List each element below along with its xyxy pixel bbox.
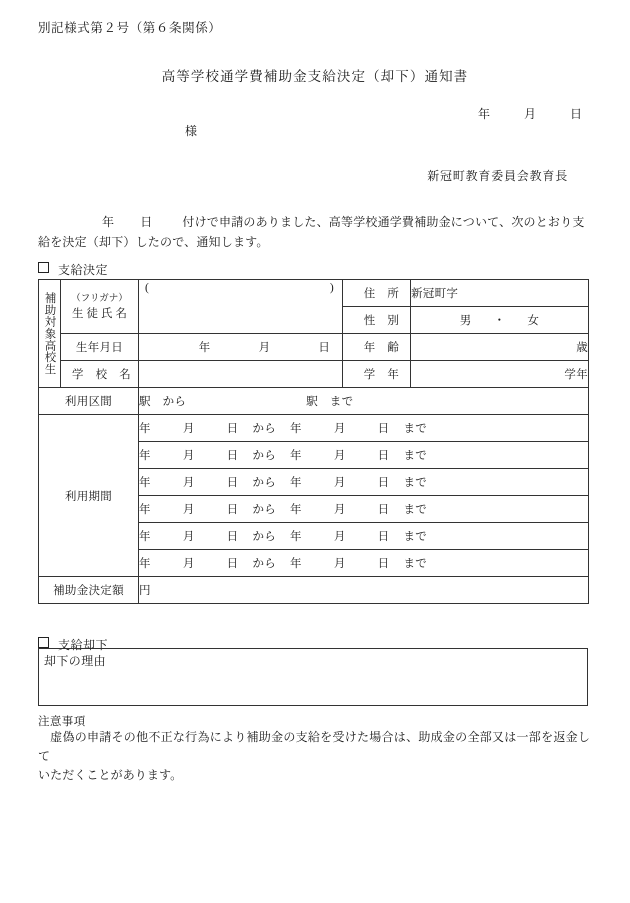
usage-period-label: 利用期間 [39,415,139,577]
period-from-word: から [252,450,277,462]
body-text-line-1: 付けで申請のありました、高等学校通学費補助金について、次のとおり支 [182,215,585,229]
issue-date-year: 年 [477,107,490,121]
reject-reason-label: 却下の理由 [44,654,107,668]
period-month-to: 月 [333,558,346,570]
period-day-to: 日 [377,423,390,435]
dob-label: 生年月日 [61,334,139,361]
period-day-to: 日 [377,531,390,543]
dob-field[interactable] [139,334,343,361]
school-field[interactable] [139,361,343,388]
issuer-name: 新冠町教育委員会教育長 [427,169,568,183]
usage-period-row-6[interactable] [139,550,589,577]
route-from: 駅 から [139,396,187,408]
table-row [39,280,589,307]
period-year-from: 年 [139,450,151,462]
table-row [39,334,589,361]
note-line-2: いただくことがあります。 [38,768,183,782]
sex-label: 性 別 [343,307,411,334]
dob-month: 月 [258,342,271,354]
period-year-to: 年 [290,531,302,543]
period-month-to: 月 [333,504,346,516]
reject-section-label: 支給却下 [58,638,109,652]
period-month-from: 月 [182,504,195,516]
period-day-to: 日 [377,504,390,516]
paren-open: ( [145,282,150,294]
period-day-to: 日 [377,450,390,462]
student-name-field[interactable] [139,280,343,334]
period-day-to: 日 [377,477,390,489]
issue-date-month: 月 [523,107,536,121]
addressee-honorific: 様 [185,124,198,138]
period-year-to: 年 [290,423,302,435]
period-month-to: 月 [333,450,346,462]
period-year-from: 年 [139,558,151,570]
application-date-year: 年 [102,215,115,229]
student-name-label [61,280,139,334]
issue-date-line [478,105,582,122]
dob-day: 日 [318,342,331,354]
student-vertical-label: 補助対象高校生 [39,280,61,388]
period-from-word: から [252,531,277,543]
period-month-to: 月 [333,477,346,489]
table-row [39,415,589,442]
period-to-word: まで [403,504,428,516]
amount-field[interactable]: 円 [139,577,589,604]
period-day-from: 日 [226,558,239,570]
body-text-line-2: 給を決定（却下）したので、通知します。 [38,235,269,249]
approve-section-header[interactable] [38,261,108,278]
period-from-word: から [252,504,277,516]
period-day-from: 日 [226,531,239,543]
period-day-from: 日 [226,423,239,435]
period-to-word: まで [403,531,428,543]
page-title: 高等学校通学費補助金支給決定（却下）通知書 [161,69,469,84]
period-month-from: 月 [182,477,195,489]
reject-checkbox[interactable] [38,637,49,648]
application-date-day: 日 [140,215,153,229]
period-month-from: 月 [182,531,195,543]
address-label: 住 所 [343,280,411,307]
age-field[interactable]: 歳 [411,334,589,361]
body-paragraph [38,212,590,252]
amount-label: 補助金決定額 [39,577,139,604]
period-from-word: から [252,423,277,435]
usage-period-row-5[interactable] [139,523,589,550]
period-to-word: まで [403,558,428,570]
reject-reason-box[interactable] [38,648,588,706]
note-title: 注意事項 [38,716,86,728]
grade-field[interactable]: 学年 [411,361,589,388]
note-line-1: 虚偽の申請その他不正な行為により補助金の支給を受けた場合は、助成金の全部又は一部を返金して [38,730,590,763]
sex-option-female[interactable]: 女 [527,315,540,327]
period-month-to: 月 [333,531,346,543]
dob-year: 年 [198,342,211,354]
usage-period-row-2[interactable] [139,442,589,469]
table-row [39,388,589,415]
route-section-label: 利用区間 [39,388,139,415]
period-day-to: 日 [377,558,390,570]
period-day-from: 日 [226,450,239,462]
period-month-from: 月 [182,558,195,570]
period-day-from: 日 [226,504,239,516]
period-year-to: 年 [290,477,302,489]
paren-close: ) [329,282,334,294]
usage-period-row-4[interactable] [139,496,589,523]
period-to-word: まで [403,450,428,462]
form-number: 別記様式第２号（第６条関係） [38,21,222,35]
period-year-from: 年 [139,504,151,516]
period-year-to: 年 [290,558,302,570]
period-from-word: から [252,477,277,489]
table-row [39,361,589,388]
route-section-field[interactable] [139,388,589,415]
period-year-from: 年 [139,477,151,489]
age-label: 年 齢 [343,334,411,361]
period-month-to: 月 [333,423,346,435]
period-month-from: 月 [182,450,195,462]
route-to: 駅 まで [306,396,354,408]
furigana-label: （フリガナ） [71,293,128,304]
school-label: 学 校 名 [61,361,139,388]
grade-label: 学 年 [343,361,411,388]
usage-period-row-3[interactable] [139,469,589,496]
note-body [38,728,590,785]
name-label: 生徒氏名 [72,307,130,320]
sex-field[interactable] [411,307,589,334]
period-year-to: 年 [290,504,302,516]
usage-period-row-1[interactable] [139,415,589,442]
period-to-word: まで [403,423,428,435]
address-field[interactable]: 新冠町字 [411,280,589,307]
approve-checkbox[interactable] [38,262,49,273]
period-year-to: 年 [290,450,302,462]
period-to-word: まで [403,477,428,489]
sex-option-male[interactable]: 男 [459,315,472,327]
sex-separator: ・ [493,315,506,327]
period-year-from: 年 [139,423,151,435]
approve-section-label: 支給決定 [58,263,109,277]
period-month-from: 月 [182,423,195,435]
issue-date-day: 日 [569,107,582,121]
period-from-word: から [252,558,277,570]
subsidy-details-table [38,279,589,604]
table-row [39,577,589,604]
period-day-from: 日 [226,477,239,489]
period-year-from: 年 [139,531,151,543]
